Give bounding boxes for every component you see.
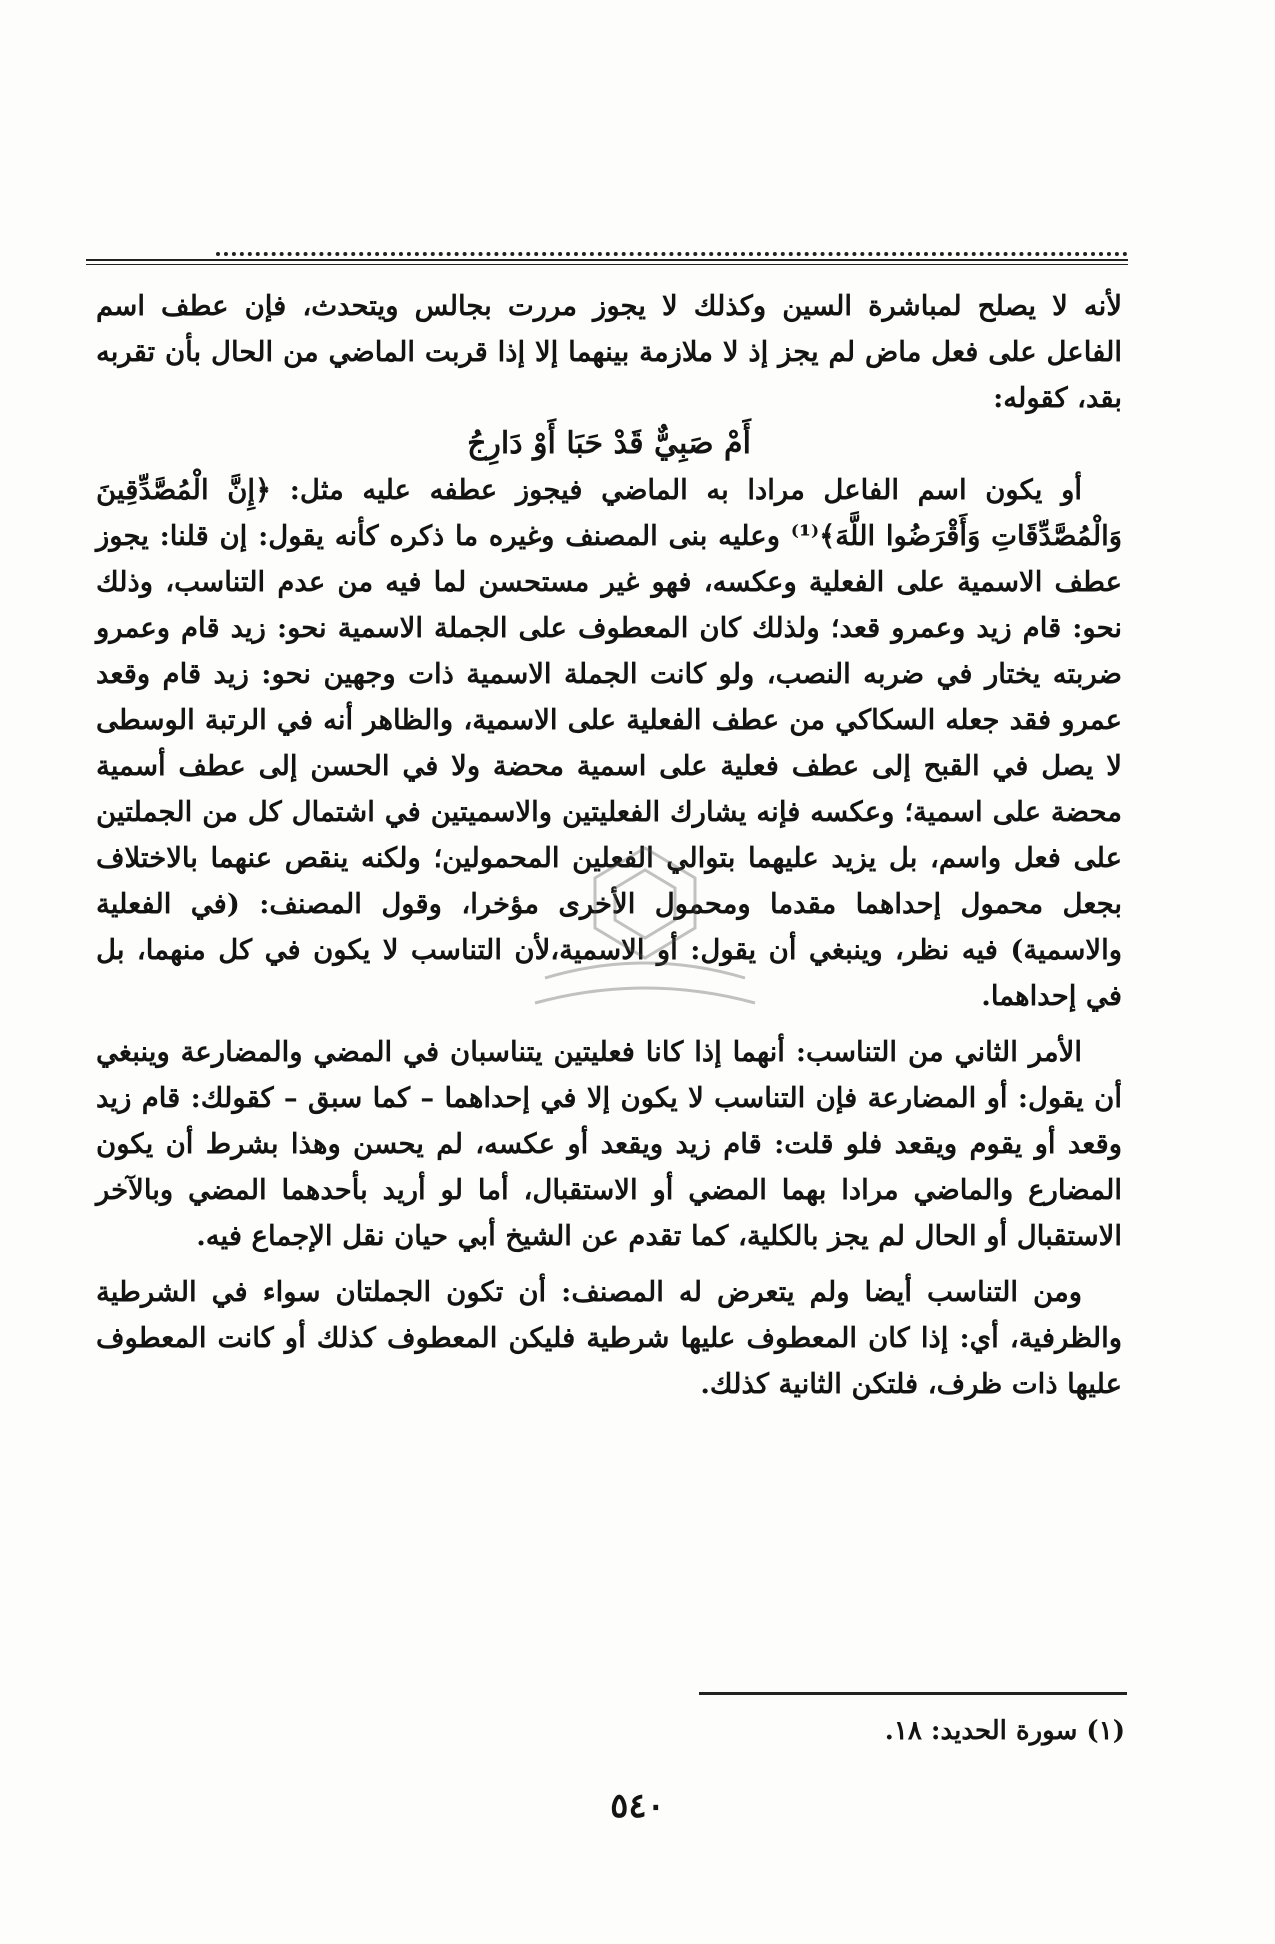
page-number: ٥٤٠: [610, 1786, 665, 1826]
footnote-separator: [699, 1692, 1127, 1695]
paragraph-4: ومن التناسب أيضا ولم يتعرض له المصنف: أن تكون الجملتان سواء في الشرطية والظرفية، أي: إذا كان المعطوف عليها شرطية فليكن المعطوف كذلك أو كانت المعطوف عليها ذات ظرف، فلتكن الثانية كذلك.: [96, 1276, 1122, 1400]
paragraph-1: لأنه لا يصلح لمباشرة السين وكذلك لا يجوز مررت بجالس ويتحدث، فإن عطف اسم الفاعل على فعل ماض لم يجز إذ لا ملازمة بينهما إلا إذا قربت الماضي من الحال بأن تقربه بقد، كقوله:: [96, 290, 1122, 414]
poetry-verse: أَمْ صَبِيٌّ قَدْ حَبَا أَوْ دَارِجُ: [467, 426, 751, 461]
footnote: (١) سورة الحديد: ١٨.: [884, 1716, 1125, 1746]
paragraph-3: الأمر الثاني من التناسب: أنهما إذا كانا فعليتين يتناسبان في المضي والمضارعة وينبغي أن يقول: أو المضارعة فإن التناسب لا يكون إلا في إحداهما – كما سبق – كقولك: قام زيد وقعد أو يقوم ويقعد فلو قلت: قام زيد ويقعد أو عكسه، لم يحسن وهذا بشرط أن يكون المضارع والماضي مرادا بهما المضي أو الاستقبال، أما لو أريد بأحدهما المضي وبالآخر الاستقبال أو الحال لم يجز بالكلية، كما تقدم عن الشيخ أبي حيان نقل الإجماع فيه.: [96, 1036, 1122, 1252]
paragraph-2: أو يكون اسم الفاعل مرادا به الماضي فيجوز عطفه عليه مثل: ﴿إِنَّ الْمُصَّدِّقِينَ وَالْمُصَّدِّقَاتِ وَأَقْرَضُوا اللَّهَ﴾⁽¹⁾ وعليه بنى المصنف وغيره ما ذكره كأنه يقول: إن قلنا: يجوز عطف الاسمية على الفعلية وعكسه، فهو غير مستحسن لما فيه من عدم التناسب، وذلك نحو: قام زيد وعمرو قعد؛ ولذلك كان المعطوف على الجملة الاسمية نحو: زيد قام وعمرو ضربته يختار في ضربه النصب، ولو كانت الجملة الاسمية ذات وجهين نحو: زيد قام وقعد عمرو فقد جعله السكاكي من عطف الفعلية على الاسمية، والظاهر أنه في الرتبة الوسطى لا يصل في القبح إلى عطف فعلية على اسمية محضة ولا في الحسن إلى عطف أسمية محضة على اسمية؛ وعكسه فإنه يشارك الفعليتين والاسميتين في اشتمال كل من الجملتين على فعل واسم، بل يزيد عليهما بتوالي الفعلين المحمولين؛ ولكنه ينقص عنهما بالاختلاف بجعل محمول إحداهما مقدما ومحمول الأخرى مؤخرا، وقول المصنف: (في الفعلية والاسمية) فيه نظر، وينبغي أن يقول: أو الاسمية،لأن التناسب لا يكون في كل منهما، بل في إحداهما.: [96, 474, 1123, 1012]
header-rule: [86, 252, 1128, 265]
library-stamp-watermark: [505, 838, 785, 1038]
